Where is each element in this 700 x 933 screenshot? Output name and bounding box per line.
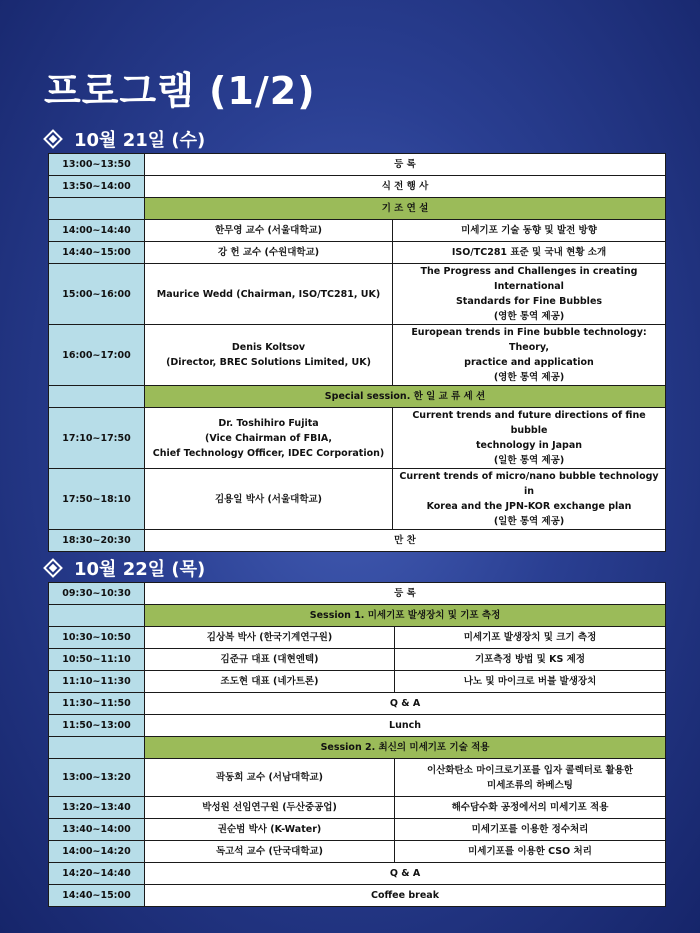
- schedule-row: [49, 264, 666, 325]
- day1-heading: [46, 126, 205, 152]
- speaker-line: Dr. Toshihiro Fujita: [218, 417, 319, 429]
- speaker-cell: 강 헌 교수 (수원대학교): [145, 242, 393, 264]
- time-cell: 11:30~11:50: [49, 693, 145, 715]
- time-cell: 13:40~14:00: [49, 819, 145, 841]
- time-cell: [49, 605, 145, 627]
- session-header-cell: Special session. 한 일 교 류 세 션: [145, 386, 666, 408]
- schedule-row: [49, 737, 666, 759]
- time-cell: [49, 198, 145, 220]
- diamond-bullet-icon: [43, 129, 63, 149]
- day1-schedule-table: [48, 153, 666, 552]
- speaker-cell: Maurice Wedd (Chairman, ISO/TC281, UK): [145, 264, 393, 325]
- schedule-row: [49, 649, 666, 671]
- event-cell: 등 록: [145, 583, 666, 605]
- time-cell: 15:00~16:00: [49, 264, 145, 325]
- schedule-row: [49, 325, 666, 386]
- day2-heading-text: 10월 22일 (목): [74, 559, 206, 580]
- day2-heading: [46, 555, 205, 581]
- time-cell: 13:50~14:00: [49, 176, 145, 198]
- time-cell: 10:50~11:10: [49, 649, 145, 671]
- topic-cell: [395, 759, 666, 797]
- topic-cell: 나노 및 마이크로 버블 발생장치: [395, 671, 666, 693]
- schedule-row: [49, 242, 666, 264]
- schedule-row: [49, 693, 666, 715]
- topic-line: 이산화탄소 마이크로기포를 입자 콜렉터로 활용한: [427, 764, 633, 776]
- schedule-row: [49, 469, 666, 530]
- topic-cell: 기포측정 방법 및 KS 제정: [395, 649, 666, 671]
- speaker-cell: 김용일 박사 (서울대학교): [145, 469, 393, 530]
- schedule-row: [49, 530, 666, 552]
- time-cell: [49, 386, 145, 408]
- time-cell: 13:20~13:40: [49, 797, 145, 819]
- topic-cell: 미세기포를 이용한 CSO 처리: [395, 841, 666, 863]
- topic-line: practice and application: [464, 357, 594, 368]
- session-header-cell: Session 1. 미세기포 발생장치 및 기포 측정: [145, 605, 666, 627]
- topic-cell: [393, 408, 666, 469]
- time-cell: 17:50~18:10: [49, 469, 145, 530]
- session-header-cell: Session 2. 최신의 미세기포 기술 적용: [145, 737, 666, 759]
- speaker-cell: 곽동희 교수 (서남대학교): [145, 759, 395, 797]
- time-cell: 14:00~14:40: [49, 220, 145, 242]
- schedule-row: [49, 819, 666, 841]
- schedule-row: [49, 715, 666, 737]
- topic-cell: 해수담수화 공정에서의 미세기포 적용: [395, 797, 666, 819]
- schedule-row: [49, 154, 666, 176]
- event-cell: 만 찬: [145, 530, 666, 552]
- speaker-cell: 독고석 교수 (단국대학교): [145, 841, 395, 863]
- session-header-cell: 기 조 연 설: [145, 198, 666, 220]
- time-cell: [49, 737, 145, 759]
- time-cell: 14:40~15:00: [49, 885, 145, 907]
- topic-cell: [393, 469, 666, 530]
- schedule-row: [49, 220, 666, 242]
- topic-line: Current trends of micro/nano bubble technology in: [399, 471, 659, 497]
- time-cell: 10:30~10:50: [49, 627, 145, 649]
- schedule-row: [49, 885, 666, 907]
- event-cell: 등 록: [145, 154, 666, 176]
- schedule-row: [49, 583, 666, 605]
- schedule-row: [49, 841, 666, 863]
- schedule-row: [49, 605, 666, 627]
- topic-line: (일한 통역 제공): [493, 455, 565, 466]
- topic-line: (영한 통역 제공): [493, 311, 565, 322]
- speaker-cell: [145, 408, 393, 469]
- time-cell: 16:00~17:00: [49, 325, 145, 386]
- day1-heading-text: 10월 21일 (수): [74, 130, 206, 151]
- speaker-cell: [145, 325, 393, 386]
- page-title: 프로그램 (1/2): [44, 69, 316, 113]
- time-cell: 13:00~13:20: [49, 759, 145, 797]
- time-cell: 14:00~14:20: [49, 841, 145, 863]
- schedule-row: [49, 386, 666, 408]
- speaker-cell: 한무영 교수 (서울대학교): [145, 220, 393, 242]
- topic-cell: 미세기포 기술 동향 및 발전 방향: [393, 220, 666, 242]
- time-cell: 11:10~11:30: [49, 671, 145, 693]
- schedule-row: [49, 671, 666, 693]
- speaker-line: Chief Technology Officer, IDEC Corporation): [152, 447, 385, 459]
- topic-cell: [393, 325, 666, 386]
- time-cell: 11:50~13:00: [49, 715, 145, 737]
- topic-line: technology in Japan: [476, 440, 582, 451]
- speaker-line: Denis Koltsov: [231, 342, 306, 353]
- speaker-cell: 김상복 박사 (한국기계연구원): [145, 627, 395, 649]
- topic-line: The Progress and Challenges in creating International: [420, 266, 638, 292]
- topic-line: 미세조류의 하베스팅: [487, 779, 573, 791]
- speaker-cell: 권순범 박사 (K-Water): [145, 819, 395, 841]
- schedule-row: [49, 176, 666, 198]
- speaker-cell: 조도현 대표 (네가트론): [145, 671, 395, 693]
- schedule-row: [49, 759, 666, 797]
- topic-cell: 미세기포 발생장치 및 크기 측정: [395, 627, 666, 649]
- schedule-row: [49, 198, 666, 220]
- event-cell: Q & A: [145, 693, 666, 715]
- topic-cell: [393, 264, 666, 325]
- schedule-row: [49, 408, 666, 469]
- diamond-bullet-icon: [43, 558, 63, 578]
- event-cell: 식 전 행 사: [145, 176, 666, 198]
- topic-line: European trends in Fine bubble technology: Theory,: [411, 327, 647, 353]
- topic-line: Current trends and future directions of fine bubble: [412, 410, 646, 436]
- topic-line: Standards for Fine Bubbles: [455, 296, 603, 307]
- schedule-row: [49, 797, 666, 819]
- topic-line: Korea and the JPN-KOR exchange plan: [426, 501, 632, 512]
- event-cell: Q & A: [145, 863, 666, 885]
- time-cell: 14:20~14:40: [49, 863, 145, 885]
- topic-line: (일한 통역 제공): [493, 516, 565, 527]
- schedule-row: [49, 627, 666, 649]
- event-cell: Coffee break: [145, 885, 666, 907]
- speaker-line: (Vice Chairman of FBIA,: [204, 432, 332, 444]
- time-cell: 17:10~17:50: [49, 408, 145, 469]
- speaker-line: (Director, BREC Solutions Limited, UK): [166, 357, 371, 368]
- topic-cell: ISO/TC281 표준 및 국내 현황 소개: [393, 242, 666, 264]
- schedule-row: [49, 863, 666, 885]
- event-cell: Lunch: [145, 715, 666, 737]
- speaker-cell: 김준규 대표 (대현엔텍): [145, 649, 395, 671]
- time-cell: 14:40~15:00: [49, 242, 145, 264]
- time-cell: 13:00~13:50: [49, 154, 145, 176]
- time-cell: 18:30~20:30: [49, 530, 145, 552]
- day2-schedule-table: [48, 582, 666, 907]
- topic-line: (영한 통역 제공): [493, 372, 565, 383]
- speaker-cell: 박성원 선임연구원 (두산중공업): [145, 797, 395, 819]
- time-cell: 09:30~10:30: [49, 583, 145, 605]
- topic-cell: 미세기포를 이용한 정수처리: [395, 819, 666, 841]
